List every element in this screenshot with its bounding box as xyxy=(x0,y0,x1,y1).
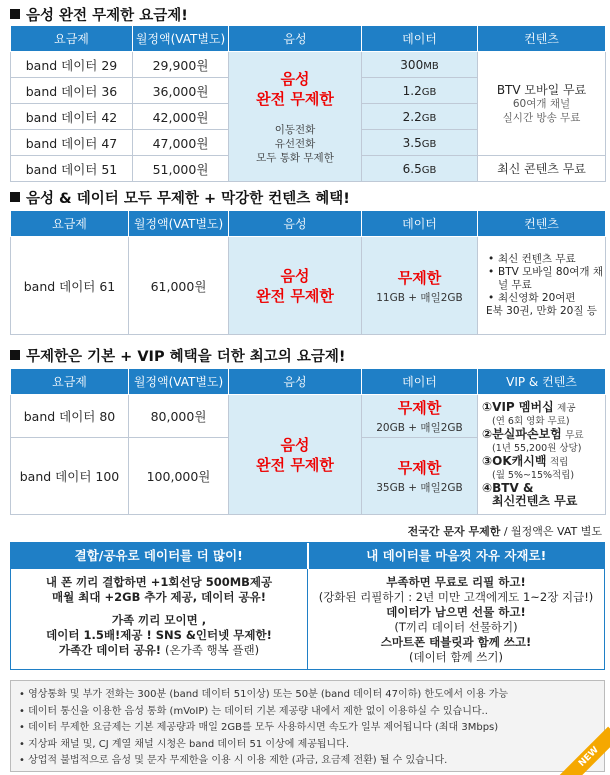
section3-title: 무제한은 기본 + VIP 혜택을 더한 최고의 요금제! xyxy=(10,345,345,366)
new-badge: NEW xyxy=(559,727,610,775)
data-unlimited: 무제한 11GB + 매일2GB xyxy=(362,237,478,335)
plan-price: 80,000원 xyxy=(129,395,229,438)
plan-name: band 데이터 100 xyxy=(11,438,129,515)
plan-name: band 데이터 61 xyxy=(11,237,129,335)
header-content: 컨텐츠 xyxy=(478,211,606,237)
plan-price: 36,000원 xyxy=(133,78,229,104)
data-unlimited: 무제한 20GB + 매일2GB xyxy=(362,395,478,438)
plan-name: band 데이터 51 xyxy=(11,156,133,182)
list-item: • 최신영화 20여편 xyxy=(490,292,605,305)
footnote: • 상업적 불법적으로 음성 및 문자 무제한을 이용 시 이용 제한 (과금, 요금제 전환) 될 수 있습니다. xyxy=(19,753,596,770)
header-price: 월정액(VAT별도) xyxy=(129,211,229,237)
right-benefit-body: 부족하면 무료로 리필 하고! (강화된 리필하기 : 2년 미만 고객에게도 1~2장 지급!) 데이터가 남으면 선물 하고! (T끼리 데이터 선물하기) 스마트폰 태블릿과 함께 쓰고! (데이터 함께 쓰기) xyxy=(307,569,604,669)
header-plan: 요금제 xyxy=(11,211,129,237)
plan-price: 61,000원 xyxy=(129,237,229,335)
header-voice: 음성 xyxy=(229,369,362,395)
footnote: • 데이터 통신을 이용한 음성 통화 (mVoIP) 는 데이터 기본 제공량 내에서 제한 없이 이용하실 수 있습니다.. xyxy=(19,704,596,721)
plan-name: band 데이터 29 xyxy=(11,52,133,78)
footnote: • 데이터 무제한 요금제는 기본 제공량과 매일 2GB를 모두 사용하시면 속도가 일부 제어됩니다 (최대 3Mbps) xyxy=(19,720,596,737)
header-vip: VIP & 컨텐츠 xyxy=(478,369,606,395)
plan-price: 29,900원 xyxy=(133,52,229,78)
plan-name: band 데이터 42 xyxy=(11,104,133,130)
header-plan: 요금제 xyxy=(11,369,129,395)
list-item: • 최신 컨텐츠 무료 xyxy=(490,253,605,266)
header-price: 월정액(VAT별도) xyxy=(133,26,229,52)
voice-cell: 음성 완전 무제한 xyxy=(229,237,362,335)
data-amount: 2.2GB xyxy=(362,104,478,130)
plan-price: 47,000원 xyxy=(133,130,229,156)
list-item: • BTV 모바일 80여개 채널 무료 xyxy=(490,266,605,292)
square-bullet-icon xyxy=(10,350,20,360)
footnote: • 지상파 채널 및, CJ 계열 채널 시청은 band 데이터 51 이상에 제공됩니다. xyxy=(19,737,596,754)
plan-price: 51,000원 xyxy=(133,156,229,182)
header-data: 데이터 xyxy=(362,211,478,237)
plan-name: band 데이터 47 xyxy=(11,130,133,156)
header-voice: 음성 xyxy=(229,211,362,237)
data-amount: 1.2GB xyxy=(362,78,478,104)
section1-title: 음성 완전 무제한 요금제! xyxy=(10,4,188,25)
data-unlimited: 무제한 35GB + 매일2GB xyxy=(362,438,478,515)
right-benefit-title: 내 데이터를 마음껏 자유 자재로! xyxy=(307,543,605,569)
vip-benefits: ①VIP 멤버십 제공 (연 6회 영화 무료) ②분실파손보험 무료 (1년 55,200원 상당) ③OK캐시백 적립 (월 5%~15%적립) ④BTV & 최신컨텐츠 무료 xyxy=(478,395,606,515)
plan-table-3 xyxy=(10,368,606,515)
header-price: 월정액(VAT별도) xyxy=(129,369,229,395)
header-data: 데이터 xyxy=(362,26,478,52)
section2-title: 음성 & 데이터 모두 무제한 + 막강한 컨텐츠 혜택! xyxy=(10,187,350,208)
plan-table-2 xyxy=(10,210,606,335)
header-data: 데이터 xyxy=(362,369,478,395)
data-amount: 3.5GB xyxy=(362,130,478,156)
footnote: • 영상통화 및 부가 전화는 300분 (band 데이터 51이상) 또는 50분 (band 데이터 47이하) 한도에서 이용 가능 xyxy=(19,687,596,704)
content-btv: BTV 모바일 무료 60여개 채널 실시간 방송 무료 xyxy=(478,52,606,156)
data-amount: 300MB xyxy=(362,52,478,78)
data-amount: 6.5GB xyxy=(362,156,478,182)
left-benefit-body: 내 폰 끼리 결합하면 +1회선당 500MB제공 매월 최대 +2GB 추가 제공, 데이터 공유! 가족 끼리 모이면 , 데이터 1.5배!제공 ! SNS &인터넷 무제한! 가족간 데이터 공유! (온가족 행복 플랜) xyxy=(45,575,273,657)
header-voice: 음성 xyxy=(229,26,362,52)
vat-note: 전국간 문자 무제한 / 월정액은 VAT 별도 xyxy=(407,525,602,538)
plan-name: band 데이터 36 xyxy=(11,78,133,104)
left-benefit-title: 결합/공유로 데이터를 더 많이! xyxy=(11,543,307,569)
plan-name: band 데이터 80 xyxy=(11,395,129,438)
square-bullet-icon xyxy=(10,9,20,19)
content-list: • 최신 컨텐츠 무료 • BTV 모바일 80여개 채널 무료 • 최신영화 20여편 E북 30권, 만화 20질 등 xyxy=(478,237,606,335)
voice-cell: 음성 완전 무제한 이동전화 유선전화 모두 통화 무제한 xyxy=(229,52,362,182)
header-content: 컨텐츠 xyxy=(478,26,606,52)
voice-cell: 음성 완전 무제한 xyxy=(229,395,362,515)
header-plan: 요금제 xyxy=(11,26,133,52)
square-bullet-icon xyxy=(10,192,20,202)
footnotes xyxy=(10,680,605,772)
plan-price: 42,000원 xyxy=(133,104,229,130)
plan-price: 100,000원 xyxy=(129,438,229,515)
content-latest: 최신 콘텐츠 무료 xyxy=(478,156,606,182)
plan-table-1 xyxy=(10,25,606,182)
benefits-box xyxy=(10,542,605,670)
